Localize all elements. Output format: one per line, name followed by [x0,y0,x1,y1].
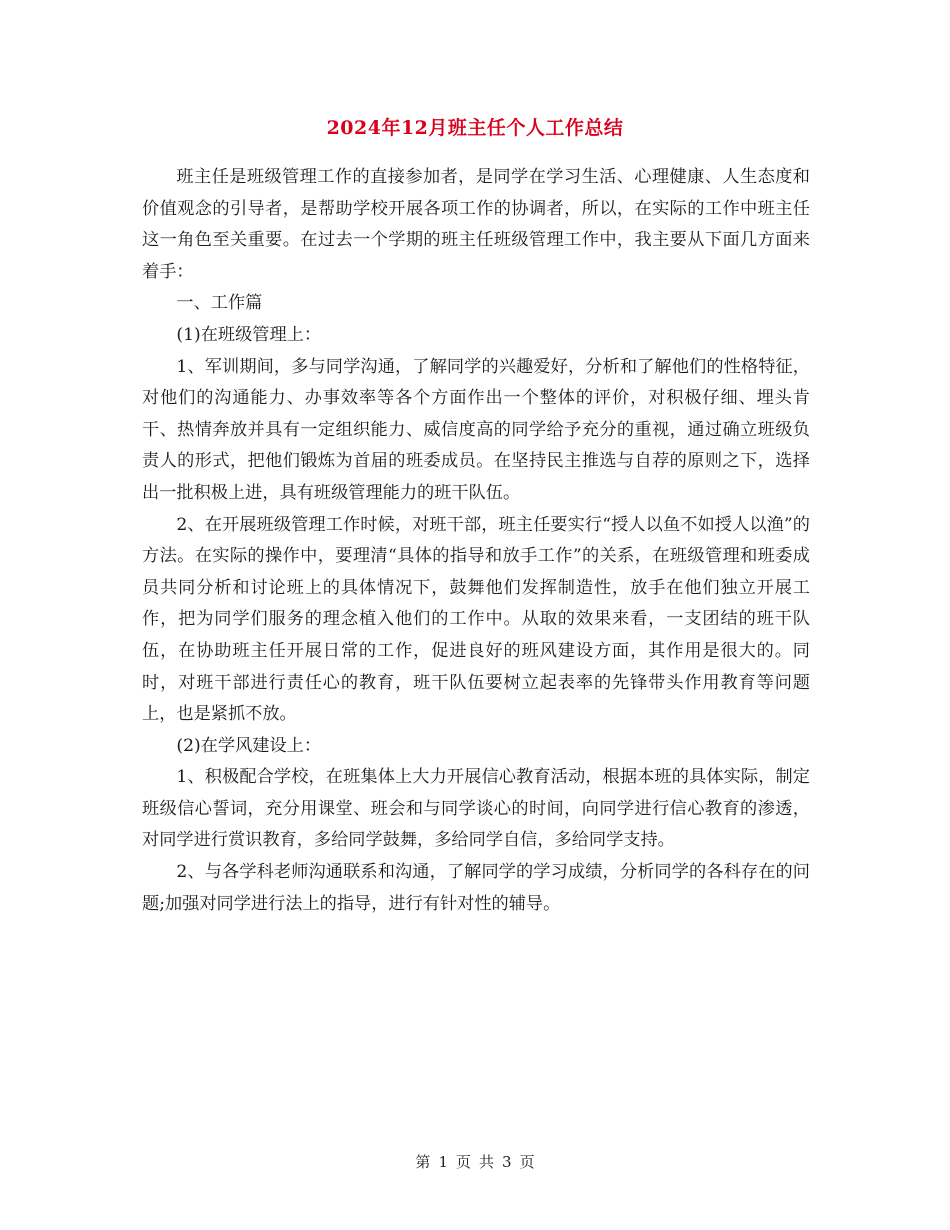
paragraph-military-training: 1、军训期间，多与同学沟通，了解同学的兴趣爱好，分析和了解他们的性格特征，对他们的沟通能力、办事效率等各个方面作出一个整体的评价，对积极仔细、埋头肯干、热情奔放并具有一定组织能力、威信度高的同学给予充分的重视，通过确立班级负责人的形式，把他们锻炼为首届的班委成员。在坚持民主推选与自荐的原则之下，选择出一批积极上进，具有班级管理能力的班干队伍。 [142,356,810,503]
page-footer [0,1152,950,1172]
document-title: 2024年12月班主任个人工作总结 [326,117,624,139]
footer-total-pages: 3 [502,1153,512,1171]
subheading-class-management: (1)在班级管理上： [176,324,322,345]
section-heading-work: 一、工作篇 [176,293,263,314]
footer-total-prefix: 共 [479,1153,495,1171]
footer-page-unit: 页 [455,1153,471,1171]
paragraph-teacher-communication: 2、与各学科老师沟通联系和沟通，了解同学的学习成绩，分析同学的各科存在的问题;加强对同学进行法上的指导，进行有针对性的辅导。 [142,862,810,914]
document-body [142,162,810,920]
footer-current-page: 1 [438,1153,448,1171]
subheading-study-style: (2)在学风建设上： [176,735,322,756]
footer-prefix: 第 [415,1153,431,1171]
paragraph-intro: 班主任是班级管理工作的直接参加者，是同学在学习生活、心理健康、人生态度和价值观念的引导者，是帮助学校开展各项工作的协调者，所以，在实际的工作中班主任这一角色至关重要。在过去一个学期的班主任班级管理工作中，我主要从下面几方面来着手： [142,167,810,282]
paragraph-class-cadres: 2、在开展班级管理工作时候，对班干部，班主任要实行“授人以鱼不如授人以渔”的方法。在实际的操作中，要理清“具体的指导和放手工作”的关系，在班级管理和班委成员共同分析和讨论班上的具体情况下，鼓舞他们发挥制造性，放手在他们独立开展工作，把为同学们服务的理念植入他们的工作中。从取的效果来看，一支团结的班干队伍，在协助班主任开展日常的工作，促进良好的班风建设方面，其作用是很大的。同时，对班干部进行责任心的教育，班干队伍要树立起表率的先锋带头作用教育等问题上，也是紧抓不放。 [142,514,810,725]
footer-total-unit: 页 [519,1153,535,1171]
paragraph-confidence-education: 1、积极配合学校，在班集体上大力开展信心教育活动，根据本班的具体实际，制定班级信心誓词，充分用课堂、班会和与同学谈心的时间，向同学进行信心教育的渗透，对同学进行赏识教育，多给同学鼓舞，多给同学自信，多给同学支持。 [142,767,810,851]
